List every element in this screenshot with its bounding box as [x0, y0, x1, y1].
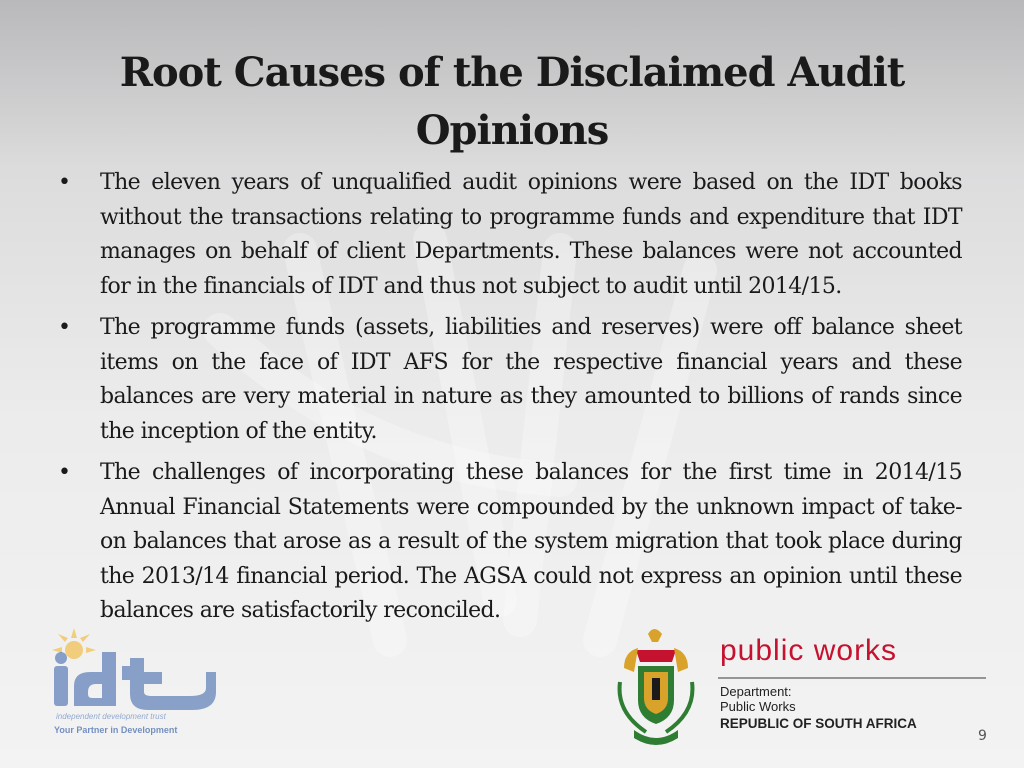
bullet-text: The programme funds (assets, liabilities and reserves) were off balance sheet items on the face of IDT AFS for the respective financial years and these balances are very material in nature as they amounted to billions of rands since the inception of the entity.	[100, 315, 962, 444]
page-number: 9	[978, 728, 987, 744]
country-name: REPUBLIC OF SOUTH AFRICA	[720, 716, 917, 731]
idt-tagline: Your Partner in Development	[54, 725, 178, 735]
department-line1: Department:	[720, 684, 792, 699]
bullet-icon: •	[58, 170, 71, 195]
bullet-text: The eleven years of unqualified audit opinions were based on the IDT books without the transactions relating to programme funds and expenditure that IDT manages on behalf of client Departments. These balances were not accounted for in the financials of IDT and thus not subject to audit until 2014/15.	[100, 170, 962, 299]
idt-small-tagline: independent development trust	[56, 712, 166, 721]
bullet-item	[56, 456, 962, 629]
bullet-text: The challenges of incorporating these balances for the first time in 2014/15 Annual Financial Statements were compounded by the unknown impact of take-on balances that arose as a result of the system migration that took place during the 2013/14 financial period. The AGSA could not express an opinion until these balances are satisfactorily reconciled.	[100, 460, 962, 623]
bullet-item	[56, 311, 962, 449]
slide-title: Root Causes of the Disclaimed Audit Opinions	[119, 49, 905, 154]
public-works-logo	[606, 622, 996, 752]
department-line2: Public Works	[720, 699, 796, 714]
public-works-brand: public works	[720, 634, 898, 667]
bullet-item	[56, 166, 962, 304]
bullet-icon: •	[58, 315, 71, 340]
bullet-list	[56, 166, 962, 636]
idt-logo	[30, 622, 230, 742]
bullet-icon: •	[58, 460, 71, 485]
coat-of-arms-icon	[620, 629, 693, 745]
